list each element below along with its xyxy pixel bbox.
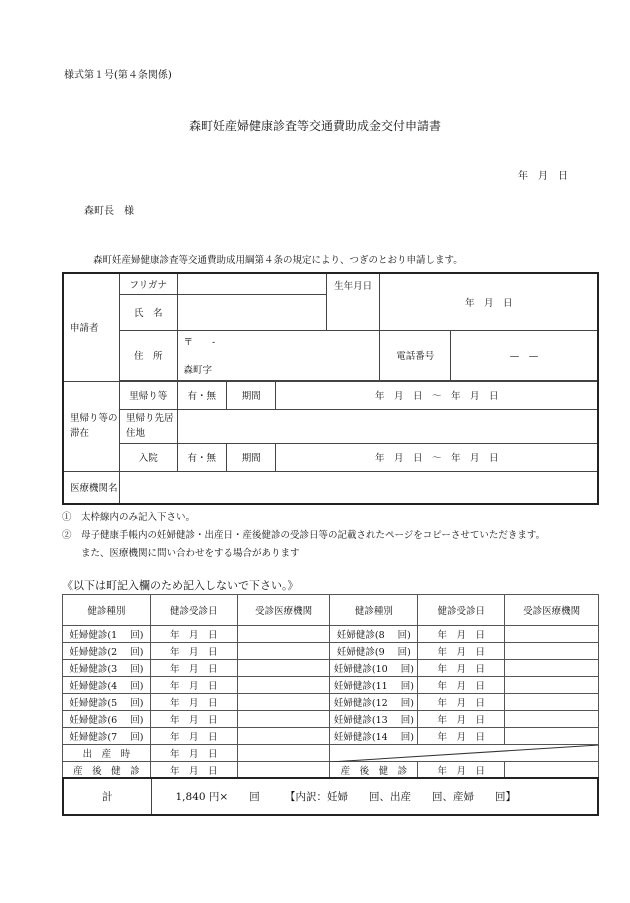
town-prefix: 森町字 (183, 364, 213, 376)
name-label: 氏 名 (120, 294, 178, 330)
header-checkup-date: 健診受診日 (150, 595, 237, 626)
checkup-type: 妊婦健診(12 回) (330, 694, 418, 711)
medical-institution-field[interactable] (505, 762, 599, 779)
name-field[interactable] (177, 294, 326, 330)
total-formula: 1,840 円× 回 (175, 791, 260, 803)
checkup-type: 産 後 健 診 (330, 762, 418, 779)
checkup-date-field[interactable]: 年 月 日 (418, 694, 505, 711)
furigana-label: フリガナ (120, 273, 178, 294)
table-row (63, 677, 599, 694)
homestay-yes-no[interactable]: 有・無 (177, 381, 226, 409)
header-medical-institution: 受診医療機関 (237, 595, 330, 626)
total-breakdown: 【内訳：妊婦 回、出産 回、産婦 回】 (285, 791, 517, 803)
medical-field[interactable] (120, 471, 598, 504)
office-use-table (62, 594, 599, 779)
checkup-date-field[interactable]: 年 月 日 (418, 677, 505, 694)
note-2: ② 母子健康手帳内の妊婦健診・出産日・産後健診の受診日等の記載されたページをコピーさせていただきます。 (62, 530, 546, 541)
checkup-date-field[interactable]: 年 月 日 (418, 660, 505, 677)
phone-field[interactable]: — — (451, 330, 598, 380)
checkup-date-field[interactable]: 年 月 日 (150, 728, 237, 745)
checkup-type: 妊婦健診(11 回) (330, 677, 418, 694)
furigana-field[interactable] (177, 273, 326, 294)
checkup-date-field[interactable]: 年 月 日 (150, 711, 237, 728)
phone-label: 電話番号 (380, 330, 451, 380)
checkup-date-field[interactable]: 年 月 日 (150, 626, 237, 643)
address-field[interactable] (177, 330, 380, 380)
table-row (63, 643, 599, 660)
office-rows (63, 626, 599, 779)
table-row (63, 660, 599, 677)
medical-institution-field[interactable] (505, 694, 599, 711)
checkup-type: 妊婦健診(10 回) (330, 660, 418, 677)
header-checkup-type: 健診種別 (330, 595, 418, 626)
table-row (63, 728, 599, 745)
medical-institution-field[interactable] (237, 762, 330, 779)
table-row (63, 711, 599, 728)
header-medical-institution: 受診医療機関 (505, 595, 599, 626)
table-row (63, 694, 599, 711)
medical-institution-field[interactable] (237, 677, 330, 694)
checkup-type: 妊婦健診(2 回) (63, 643, 151, 660)
medical-institution-field[interactable] (505, 643, 599, 660)
medical-institution-field[interactable] (237, 711, 330, 728)
table-row (63, 626, 599, 643)
homestay-period-field[interactable]: 年 月 日 ～ 年 月 日 (276, 381, 598, 409)
medical-institution-field[interactable] (237, 728, 330, 745)
checkup-type: 出 産 時 (63, 745, 151, 762)
checkup-type: 妊婦健診(5 回) (63, 694, 151, 711)
header-checkup-date: 健診受診日 (418, 595, 505, 626)
medical-institution-field[interactable] (505, 711, 599, 728)
application-date: 年 月 日 (518, 171, 568, 182)
medical-institution-field[interactable] (237, 626, 330, 643)
homestay-label: 里帰り等の滞在 (63, 381, 120, 471)
postal-code-mark: 〒 - (183, 336, 216, 348)
birth-date-field[interactable]: 年 月 日 (380, 273, 598, 330)
homestay-row-label: 里帰り等 (120, 381, 178, 409)
checkup-date-field[interactable]: 年 月 日 (150, 643, 237, 660)
checkup-type: 妊婦健診(9 回) (330, 643, 418, 660)
checkup-type: 妊婦健診(3 回) (63, 660, 151, 677)
checkup-type: 妊婦健診(14 回) (330, 728, 418, 745)
checkup-date-field[interactable]: 年 月 日 (418, 626, 505, 643)
birth-label: 生年月日 (326, 273, 380, 330)
checkup-type: 妊婦健診(7 回) (63, 728, 151, 745)
form-number: 様式第１号(第４条関係) (64, 70, 172, 81)
application-table (62, 272, 599, 505)
checkup-date-field[interactable]: 年 月 日 (418, 762, 505, 779)
page-title: 森町妊産婦健康診査等交通費助成金交付申請書 (188, 119, 441, 133)
medical-institution-field[interactable] (237, 694, 330, 711)
blank-cell (330, 745, 599, 762)
office-use-note: 《以下は町記入欄のため記入しないで下さい。》 (62, 579, 299, 592)
homestay-period-label: 期間 (227, 381, 276, 409)
table-row (63, 745, 599, 762)
hospitalized-yes-no[interactable]: 有・無 (177, 443, 226, 471)
checkup-type: 妊婦健診(4 回) (63, 677, 151, 694)
medical-institution-field[interactable] (505, 660, 599, 677)
checkup-type: 妊婦健診(13 回) (330, 711, 418, 728)
hospitalized-period-field[interactable]: 年 月 日 ～ 年 月 日 (276, 443, 598, 471)
medical-label: 医療機関名 (63, 471, 120, 504)
header-checkup-type: 健診種別 (63, 595, 151, 626)
checkup-date-field[interactable]: 年 月 日 (150, 694, 237, 711)
checkup-type: 妊婦健診(6 回) (63, 711, 151, 728)
checkup-date-field[interactable]: 年 月 日 (418, 728, 505, 745)
addressee: 森町長 様 (84, 206, 134, 217)
note-1: ① 太枠線内のみ記入下さい。 (62, 512, 196, 523)
hospitalized-label: 入院 (120, 443, 178, 471)
medical-institution-field[interactable] (505, 728, 599, 745)
diagonal-line (330, 745, 599, 762)
note-3: また、医療機関に問い合わせをする場合があります (81, 548, 300, 559)
checkup-date-field[interactable]: 年 月 日 (418, 643, 505, 660)
checkup-type: 妊婦健診(1 回) (63, 626, 151, 643)
medical-institution-field[interactable] (505, 677, 599, 694)
checkup-date-field[interactable]: 年 月 日 (150, 660, 237, 677)
intro-text: 森町妊産婦健康診査等交通費助成用綱第４条の規定により、つぎのとおり申請します。 (93, 255, 463, 266)
checkup-date-field[interactable]: 年 月 日 (150, 762, 237, 779)
homestay-place-field[interactable] (177, 409, 598, 443)
hospitalized-period-label: 期間 (227, 443, 276, 471)
address-label: 住 所 (120, 330, 178, 380)
total-label: 計 (63, 778, 151, 815)
medical-institution-field[interactable] (237, 660, 330, 677)
medical-institution-field[interactable] (237, 643, 330, 660)
total-field[interactable] (151, 778, 598, 815)
medical-institution-field[interactable] (505, 626, 599, 643)
checkup-date-field[interactable]: 年 月 日 (150, 677, 237, 694)
checkup-date-field[interactable]: 年 月 日 (418, 711, 505, 728)
checkup-date-field[interactable]: 年 月 日 (150, 745, 237, 762)
checkup-type: 妊婦健診(8 回) (330, 626, 418, 643)
total-table (62, 777, 599, 816)
applicant-label: 申請者 (63, 273, 120, 381)
homestay-place-label: 里帰り先居住地 (120, 409, 178, 443)
table-row (63, 762, 599, 779)
checkup-type: 産 後 健 診 (63, 762, 151, 779)
medical-institution-field[interactable] (237, 745, 330, 762)
